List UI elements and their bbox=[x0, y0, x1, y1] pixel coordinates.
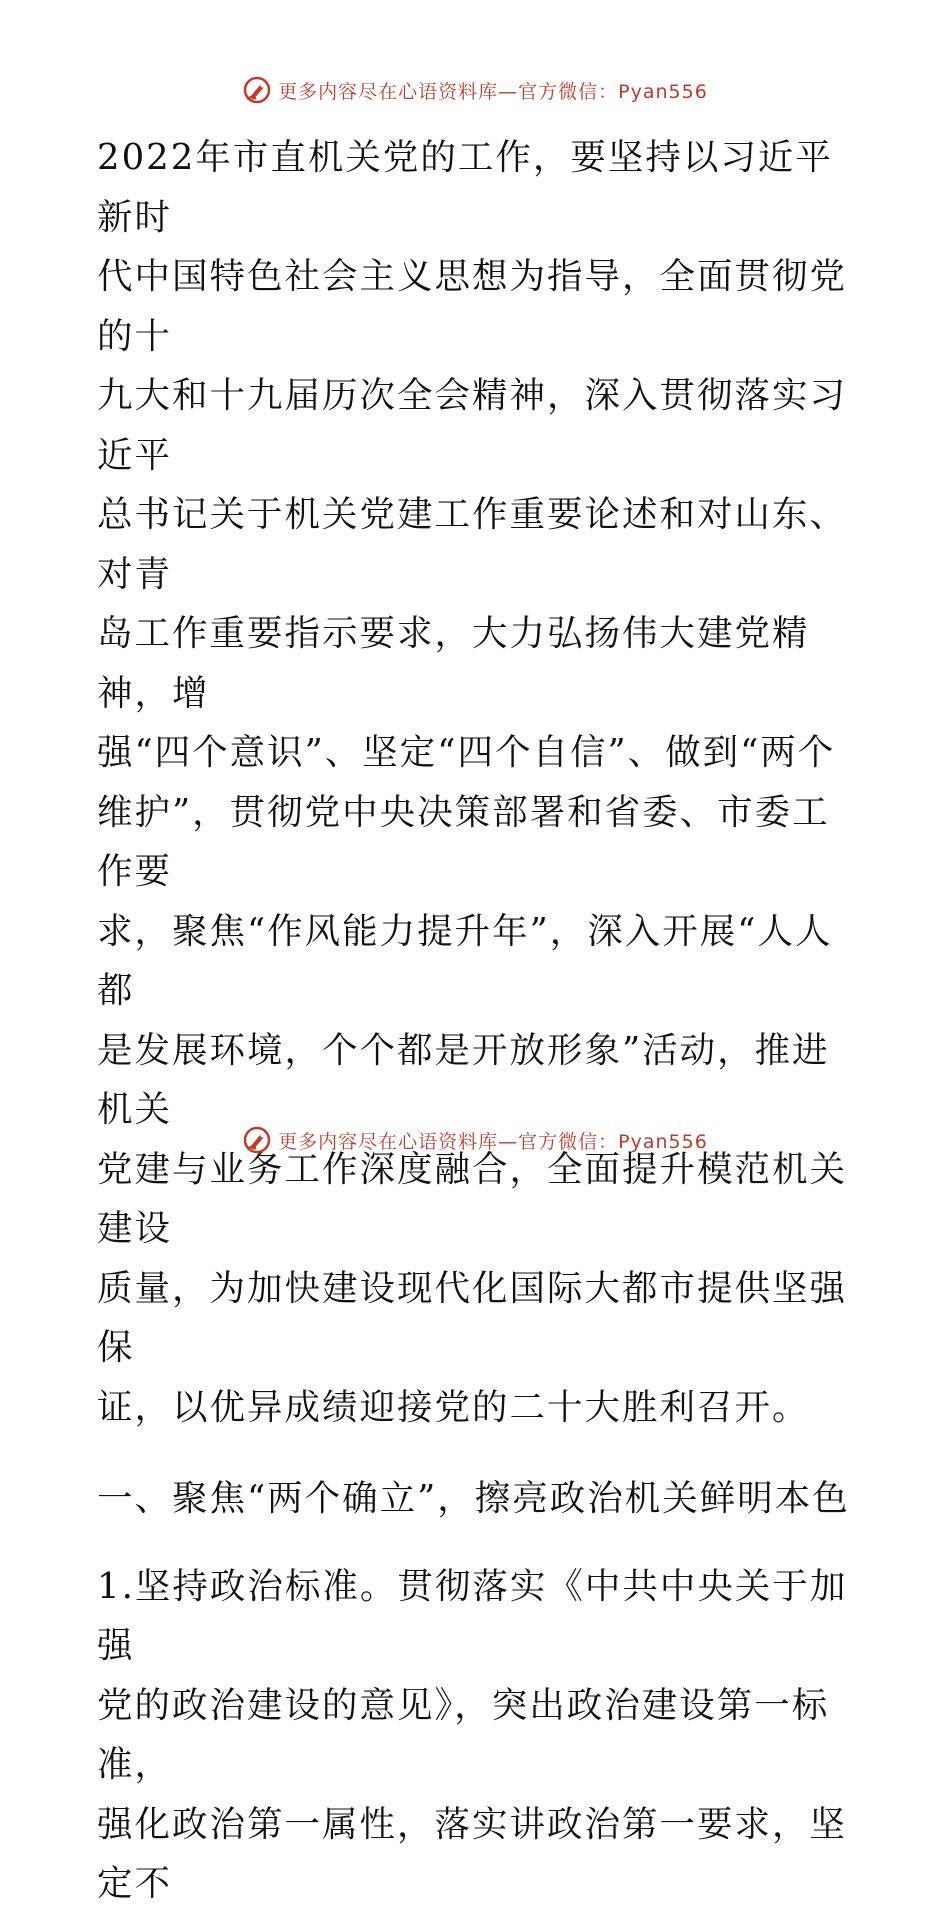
pen-nib-logo-icon bbox=[242, 1125, 272, 1155]
header-banner bbox=[0, 70, 950, 110]
header-banner-text: 更多内容尽在心语资料库—官方微信：Pyan556 bbox=[278, 80, 708, 103]
footer-banner bbox=[0, 1120, 950, 1160]
section-heading: 一、聚焦“两个确立”，擦亮政治机关鲜明本色 bbox=[97, 1478, 850, 1519]
footer-banner-text: 更多内容尽在心语资料库—官方微信：Pyan556 bbox=[278, 1130, 708, 1153]
pen-nib-logo-icon bbox=[242, 75, 272, 105]
paragraph-political-standard: 1.坚持政治标准。贯彻落实《中共中央关于加强 党的政治建设的意见》，突出政治建设第一标准， 强化政治第一属性，落实讲政治第一要求，坚定不 bbox=[97, 1565, 848, 1904]
document-body bbox=[97, 128, 857, 1914]
paragraph-intro: 2022年市直机关党的工作，要坚持以习近平新时 代中国特色社会主义思想为指导，全面贯彻党的十 九大和十九届历次全会精神，深入贯彻落实习近平 总书记关于机关党建工作重要论述和对山东、对青 岛工作重要指示要求，大力弘扬伟大建党精神，增 强“四个意识”、坚定“四个自信”、做到“两个 维护”，贯彻党中央决策部署和省委、市委工作要 求，聚焦“作风能力提升年”，深入开展“人人都 是发展环境，个个都是开放形象”活动，推进机关 党建与业务工作深度融合，全面提升模范机关建设 质量，为加快建设现代化国际大都市提供坚强保 证，以优异成绩迎接党的二十大胜利召开。 bbox=[97, 137, 848, 1428]
